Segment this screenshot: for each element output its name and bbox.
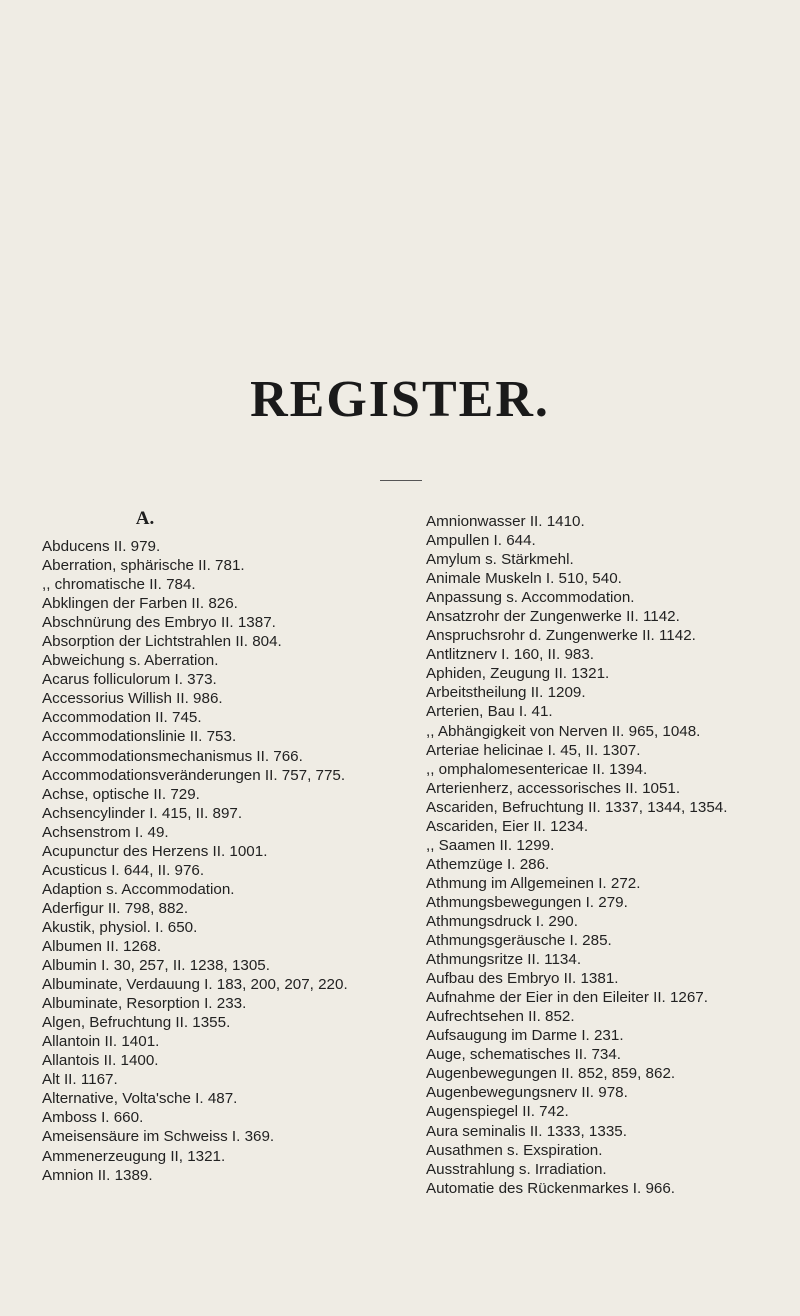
index-entry: Abducens II. 979. xyxy=(42,538,161,555)
index-entry: Aufbau des Embryo II. 1381. xyxy=(426,970,619,988)
index-entry: Albuminate, Resorption I. 233. xyxy=(42,995,247,1013)
index-entry: Auge, schematisches II. 734. xyxy=(426,1046,622,1064)
index-entry: Ansatzrohr der Zungenwerke II. 1142. xyxy=(426,608,680,626)
index-entry: Aura seminalis II. 1333, 1335. xyxy=(426,1122,627,1140)
index-entry: Ascariden, Befruchtung II. 1337, 1344, 1354. xyxy=(426,798,728,816)
index-entry: Arterienherz, accessorisches II. 1051. xyxy=(426,779,681,797)
index-entry: Ammenerzeugung II, 1321. xyxy=(42,1147,226,1165)
index-entry: Anspruchsrohr d. Zungenwerke II. 1142. xyxy=(426,627,696,645)
index-entry: Automatie des Rückenmarkes I. 966. xyxy=(426,1179,676,1197)
index-entry: Albumen II. 1268. xyxy=(42,937,162,955)
index-entry: Amnion II. 1389. xyxy=(42,1166,153,1184)
index-entry: ,, Abhängigkeit von Nerven II. 965, 1048. xyxy=(426,722,701,740)
index-entry: Alt II. 1167. xyxy=(42,1071,118,1089)
index-entry: Aufnahme der Eier in den Eileiter II. 1267. xyxy=(426,989,708,1007)
index-entry: Acupunctur des Herzens II. 1001. xyxy=(42,842,268,860)
index-entry: Amnionwasser II. 1410. xyxy=(426,513,585,530)
index-entry: Accommodation II. 745. xyxy=(42,709,202,727)
index-entry: Ampullen I. 644. xyxy=(426,532,536,550)
index-entry: Ascariden, Eier II. 1234. xyxy=(426,817,589,835)
index-entry: Arbeitstheilung II. 1209. xyxy=(426,684,586,702)
index-entry: Athmungsritze II. 1134. xyxy=(426,951,582,969)
index-entry: Allantois II. 1400. xyxy=(42,1052,159,1070)
index-column-right xyxy=(426,512,766,1198)
index-entry: Augenbewegungen II. 852, 859, 862. xyxy=(426,1065,676,1083)
page-title: REGISTER. xyxy=(250,371,550,428)
index-entry: Achsencylinder I. 415, II. 897. xyxy=(42,804,243,822)
index-entry: Absorption der Lichtstrahlen II. 804. xyxy=(42,633,282,651)
index-entry: Acarus folliculorum I. 373. xyxy=(42,671,217,689)
index-entry: Athmungsdruck I. 290. xyxy=(426,912,578,930)
index-entry: Athmungsgeräusche I. 285. xyxy=(426,932,612,950)
index-entry: Abschnürung des Embryo II. 1387. xyxy=(42,614,276,632)
index-entry: Augenspiegel II. 742. xyxy=(426,1103,569,1121)
index-entry: Allantoin II. 1401. xyxy=(42,1033,160,1051)
index-entry: Amylum s. Stärkmehl. xyxy=(426,551,574,569)
index-entry: Antlitznerv I. 160, II. 983. xyxy=(426,646,594,664)
section-letter: A. xyxy=(135,508,155,529)
index-entry: Amboss I. 660. xyxy=(42,1109,144,1127)
index-entry: Aufrechtsehen II. 852. xyxy=(426,1008,575,1026)
index-entry: Augenbewegungsnerv II. 978. xyxy=(426,1084,628,1102)
index-entry: Animale Muskeln I. 510, 540. xyxy=(426,570,622,588)
index-entry: ,, omphalomesentericae II. 1394. xyxy=(426,760,648,778)
index-entry: Akustik, physiol. I. 650. xyxy=(42,918,198,936)
index-entry: ,, Saamen II. 1299. xyxy=(426,836,555,854)
index-entry: Aberration, sphärische II. 781. xyxy=(42,557,245,575)
index-column-left xyxy=(42,537,382,1185)
index-entry: Aufsaugung im Darme I. 231. xyxy=(426,1027,624,1045)
index-entry: Arteriae helicinae I. 45, II. 1307. xyxy=(426,741,641,759)
index-entry: Arterien, Bau I. 41. xyxy=(426,703,553,721)
index-entry: ,, chromatische II. 784. xyxy=(42,576,196,594)
index-entry: Acusticus I. 644, II. 976. xyxy=(42,861,205,879)
index-entry: Alternative, Volta'sche I. 487. xyxy=(42,1090,238,1108)
index-entry: Abweichung s. Aberration. xyxy=(42,652,219,670)
index-entry: Aderfigur II. 798, 882. xyxy=(42,899,189,917)
index-entry: Athmung im Allgemeinen I. 272. xyxy=(426,874,641,892)
index-entry: Achsenstrom I. 49. xyxy=(42,823,169,841)
index-entry: Albumin I. 30, 257, II. 1238, 1305. xyxy=(42,957,270,975)
index-entry: Anpassung s. Accommodation. xyxy=(426,589,635,607)
index-entry: Athemzüge I. 286. xyxy=(426,855,550,873)
index-entry: Accessorius Willish II. 986. xyxy=(42,690,223,708)
index-entry: Abklingen der Farben II. 826. xyxy=(42,595,238,613)
index-entry: Adaption s. Accommodation. xyxy=(42,880,235,898)
index-entry: Accommodationsveränderungen II. 757, 775. xyxy=(42,766,346,784)
index-entry: Accommodationsmechanismus II. 766. xyxy=(42,747,303,765)
title-rule xyxy=(380,480,422,481)
index-entry: Accommodationslinie II. 753. xyxy=(42,728,237,746)
index-entry: Ausathmen s. Exspiration. xyxy=(426,1141,603,1159)
index-entry: Achse, optische II. 729. xyxy=(42,785,200,803)
index-entry: Athmungsbewegungen I. 279. xyxy=(426,893,628,911)
index-entry: Albuminate, Verdauung I. 183, 200, 207, 220. xyxy=(42,976,348,994)
index-entry: Ameisensäure im Schweiss I. 369. xyxy=(42,1128,275,1146)
index-entry: Ausstrahlung s. Irradiation. xyxy=(426,1160,607,1178)
index-entry: Aphiden, Zeugung II. 1321. xyxy=(426,665,610,683)
index-entry: Algen, Befruchtung II. 1355. xyxy=(42,1014,231,1032)
